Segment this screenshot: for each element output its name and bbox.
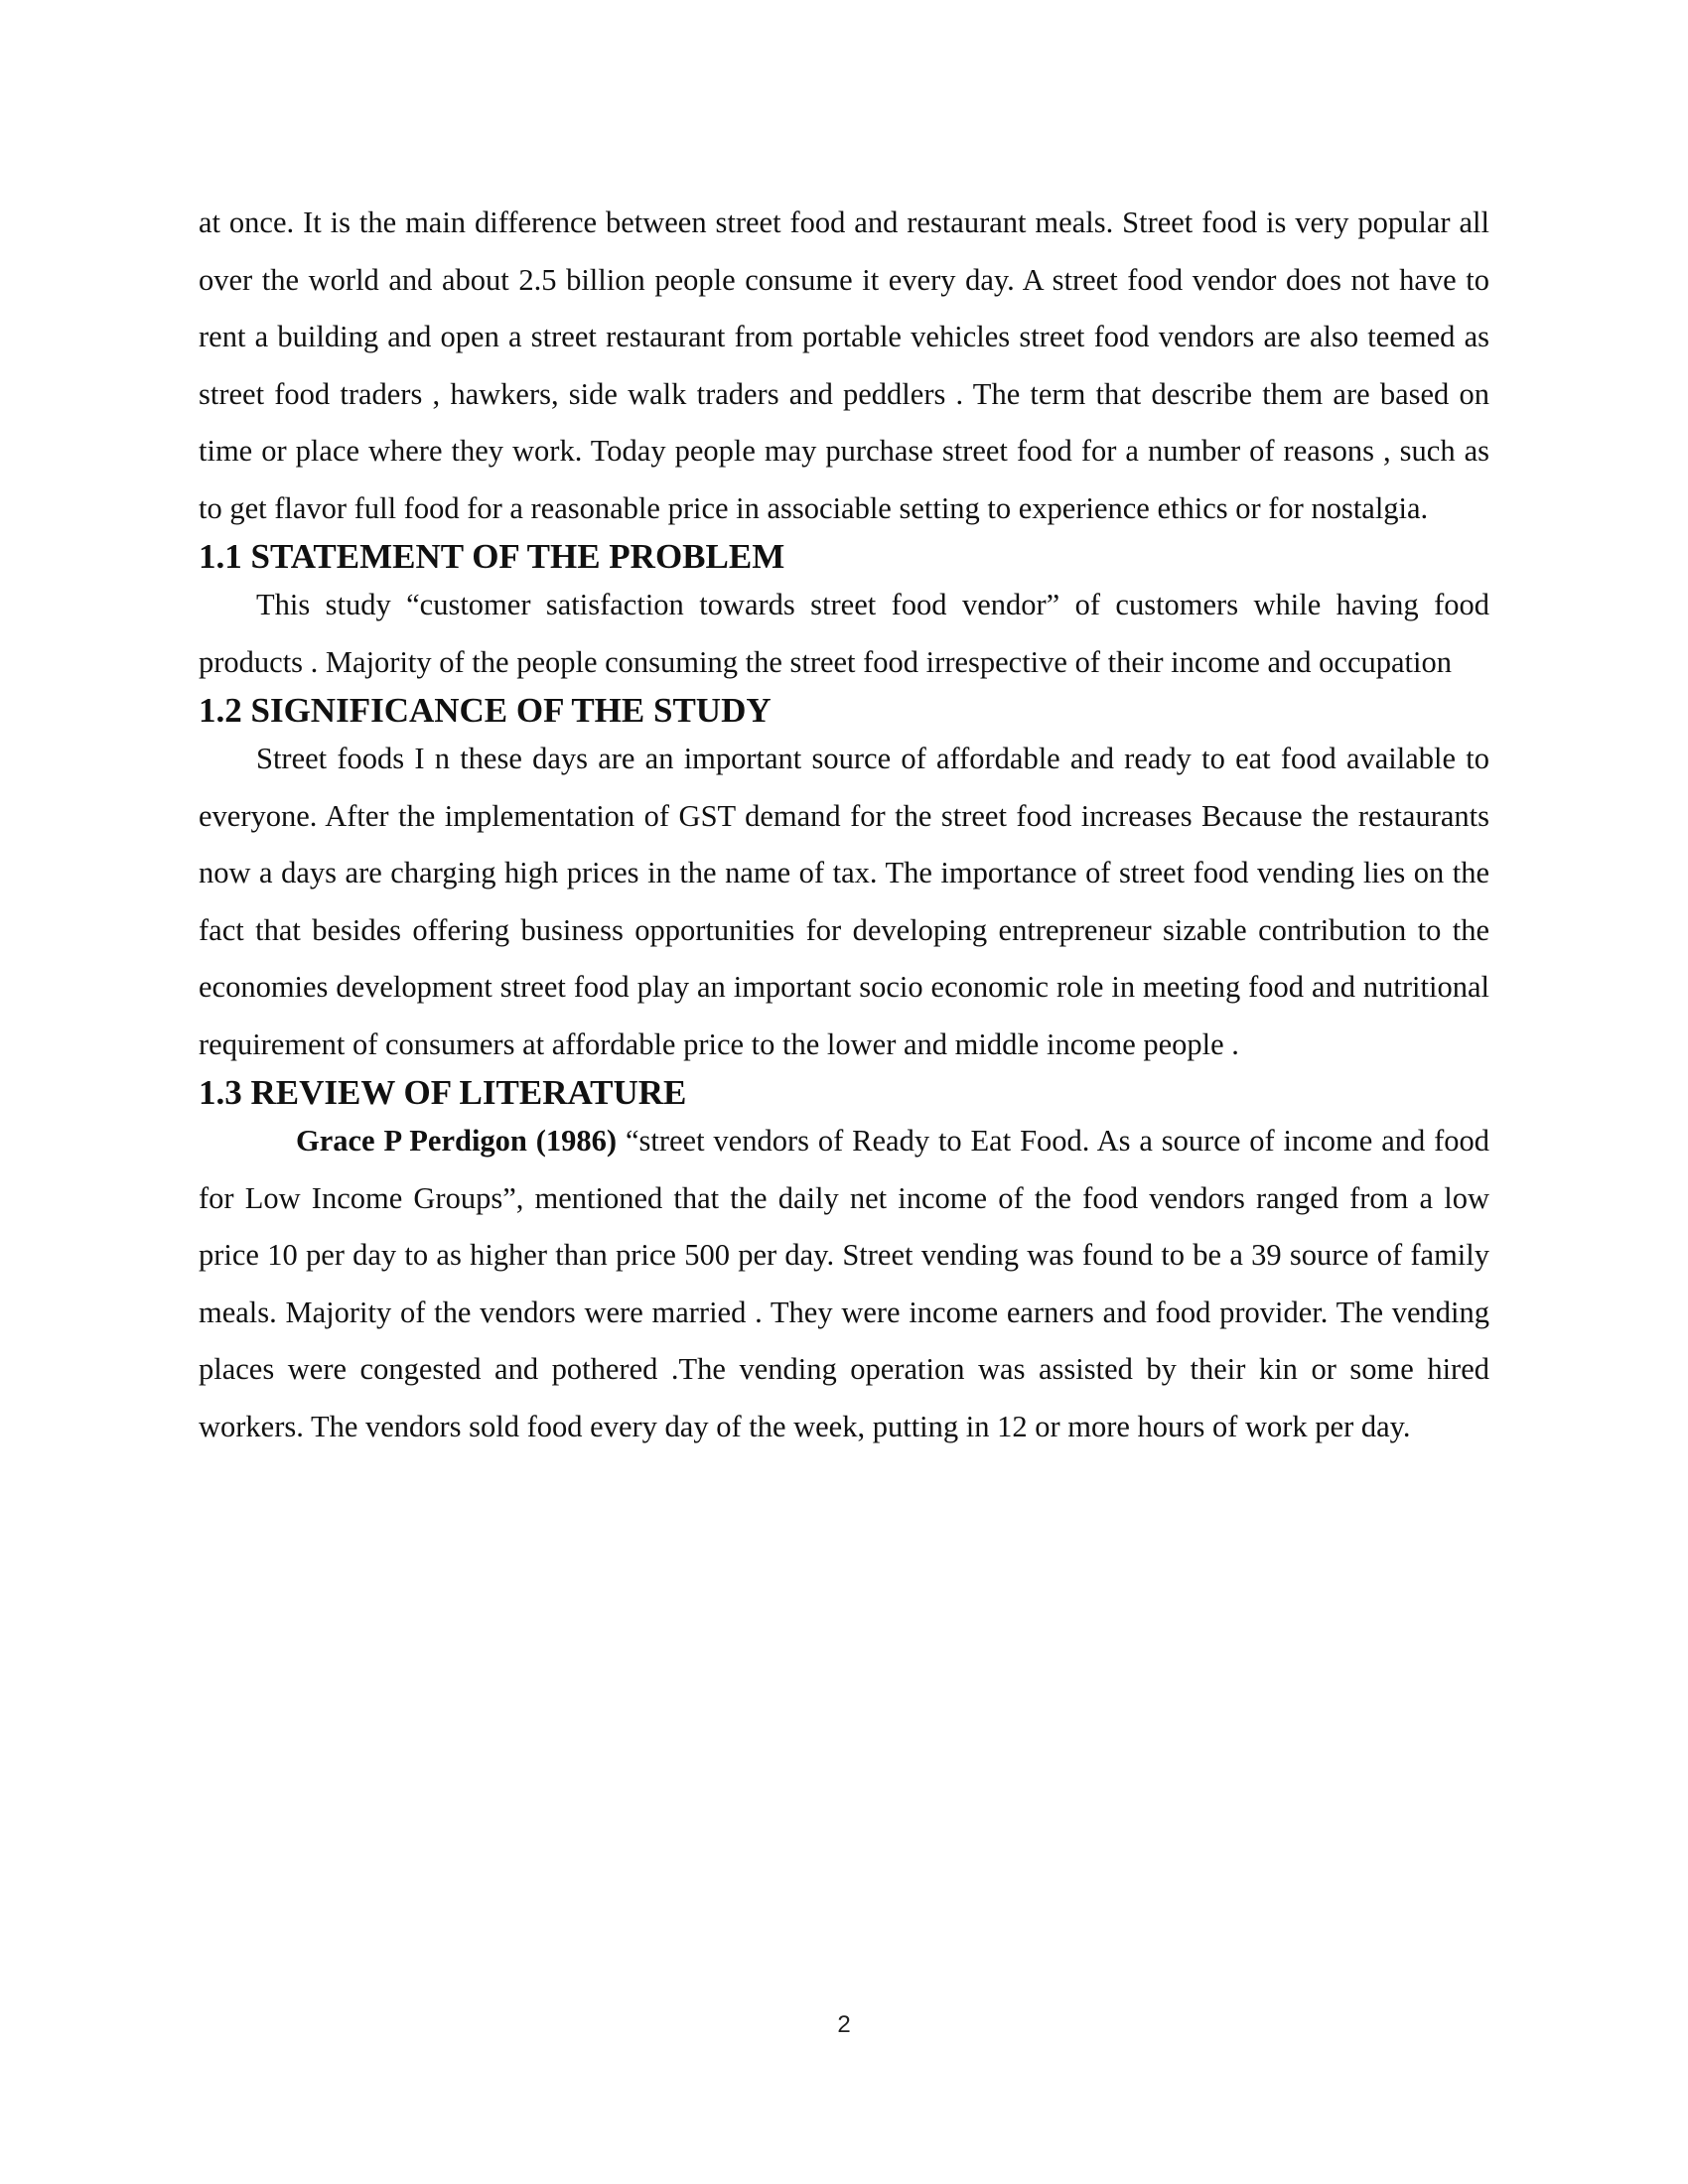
significance-of-study-paragraph: Street foods I n these days are an important source of affordable and ready to eat food available to everyone. After the implementation of GST demand for the street food increases Because the restaurants now a days are charging high prices in the name of tax. The importance of street food vending lies on the fact that besides offering business opportunities for developing entrepreneur sizable contribution to the economies development street food play an important socio economic role in meeting food and nutritional requirement of consumers at affordable price to the lower and middle income people .	[199, 742, 1489, 1061]
literature-author-citation: Grace P Perdigon (1986)	[296, 1124, 618, 1158]
heading-significance-of-study: 1.2 SIGNIFICANCE OF THE STUDY	[199, 691, 772, 730]
page-number: 2	[837, 2011, 851, 2038]
heading-statement-of-problem: 1.1 STATEMENT OF THE PROBLEM	[199, 537, 785, 576]
heading-review-of-literature: 1.3 REVIEW OF LITERATURE	[199, 1073, 687, 1112]
statement-of-problem-paragraph: This study “customer satisfaction towards street food vendor” of customers while having food products . Majority of the people consuming the street food irrespective of their income and occupation	[199, 588, 1489, 679]
literature-review-text: “street vendors of Ready to Eat Food. As a source of income and food for Low Income Groups”, mentioned that the daily net income of the food vendors ranged from a low price 10 per day to as higher than price 500 per day. Street vending was found to be a 39 source of family meals. Majority of the vendors were married . They were income earners and food provider. The vending places were congested and pothered .The vending operation was assisted by their kin or some hired workers. The vendors sold food every day of the week, putting in 12 or more hours of work per day.	[199, 1124, 1490, 1443]
document-page	[199, 195, 1489, 1455]
intro-paragraph: at once. It is the main difference between street food and restaurant meals. Street food is very popular all over the world and about 2.5 billion people consume it every day. A street food vendor does not have to rent a building and open a street restaurant from portable vehicles street food vendors are also teemed as street food traders , hawkers, side walk traders and peddlers . The term that describe them are based on time or place where they work. Today people may purchase street food for a number of reasons , such as to get flavor full food for a reasonable price in associable setting to experience ethics or for nostalgia.	[199, 205, 1489, 525]
review-of-literature-paragraph	[199, 1113, 1489, 1455]
